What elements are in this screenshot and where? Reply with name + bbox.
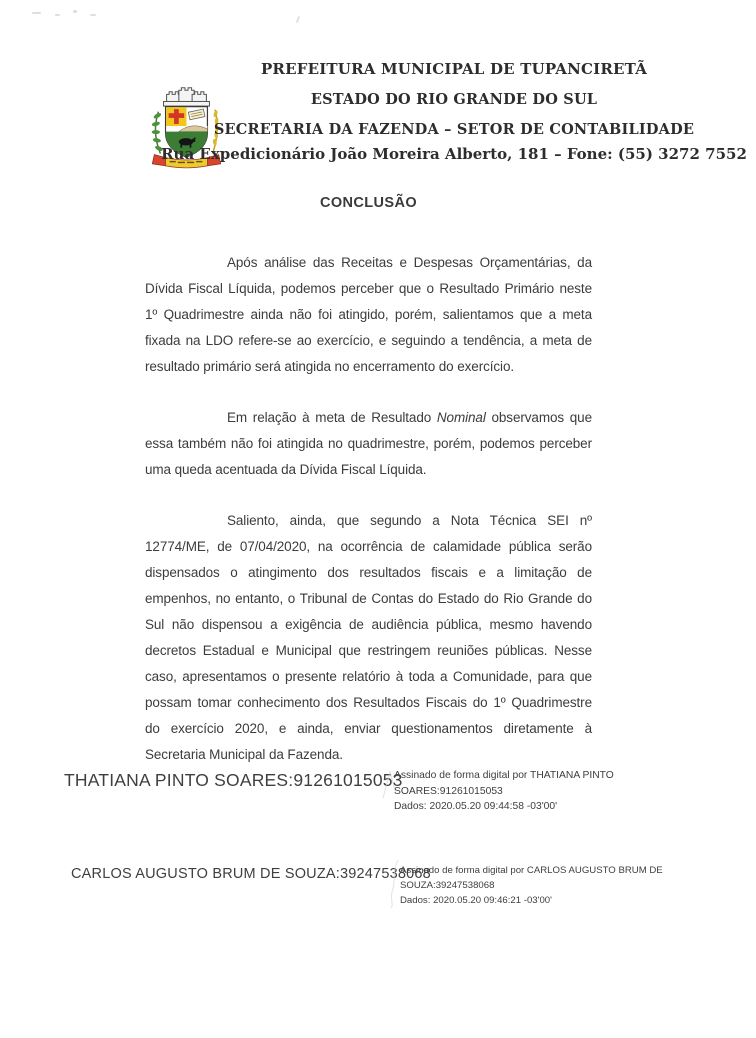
signature-1-name: THATIANA PINTO SOARES:91261015053	[64, 770, 403, 790]
paragraph-2-lead: Em relação à meta de Resultado	[227, 410, 437, 425]
section-title: CONCLUSÃO	[319, 195, 418, 211]
document-body	[145, 250, 592, 793]
letterhead-municipality: PREFEITURA MUNICIPAL DE TUPANCIRETÃ	[260, 60, 648, 78]
signature-2-name: CARLOS AUGUSTO BRUM DE SOUZA:39247538068	[71, 866, 431, 882]
scan-noise-speck	[296, 16, 300, 23]
signature-1-date: Dados: 2020.05.20 09:44:58 -03'00'	[394, 801, 558, 812]
signature-2-details	[400, 863, 718, 908]
scan-noise-speck	[32, 12, 41, 14]
letterhead-address-phone: Rua Expedicionário João Moreira Alberto, 181 – Fone: (55) 3272 7552	[161, 145, 747, 163]
letterhead	[150, 60, 756, 163]
paragraph-2-rest: observamos que essa também não foi atingida no quadrimestre, porém, podemos perceber uma queda acentuada da Dívida Fiscal Líquida.	[145, 410, 593, 477]
signature-2-date: Dados: 2020.05.20 09:46:21 -03'00'	[400, 895, 552, 906]
letterhead-department: SECRETARIA DA FAZENDA – SETOR DE CONTABILIDADE	[213, 121, 695, 138]
paragraph-2	[145, 405, 592, 483]
paragraph-2-term: Nominal	[436, 410, 486, 425]
paragraph-1: Após análise das Receitas e Despesas Orçamentárias, da Dívida Fiscal Líquida, podemos perceber que o Resultado Primário neste 1º Quadrimestre ainda não foi atingido, porém, salientamos que a meta fixada na LDO refere-se ao exercício, e seguindo a tendência, a meta de resultado primário será atingida no encerramento do exercício.	[145, 255, 592, 374]
signature-1-statement: Assinado de forma digital por THATIANA PINTO SOARES:91261015053	[394, 770, 614, 797]
letterhead-state: ESTADO DO RIO GRANDE DO SUL	[310, 91, 598, 108]
scan-noise-speck	[55, 14, 60, 16]
paragraph-3: Saliento, ainda, que segundo a Nota Técnica SEI nº 12774/ME, de 07/04/2020, na ocorrência de calamidade pública serão dispensados o atingimento dos resultados fiscais e a limitação de empenhos, no entanto, o Tribunal de Contas do Estado do Rio Grande do Sul não dispensou a exigência de audiência pública, mesmo havendo decretos Estadual e Municipal que restringem reuniões públicas. Nesse caso, apresentamos o presente relatório à toda a Comunidade, para que possam tomar conhecimento dos Resultados Fiscais do 1º Quadrimestre do exercício 2020, e ainda, enviar questionamentos diretamente à Secretaria Municipal da Fazenda.	[145, 513, 592, 762]
signature-2-statement: Assinado de forma digital por CARLOS AUGUSTO BRUM DE SOUZA:39247538068	[400, 865, 663, 891]
signature-1-details	[394, 768, 714, 815]
scan-noise-speck	[73, 10, 77, 13]
scan-noise-speck	[90, 14, 96, 16]
